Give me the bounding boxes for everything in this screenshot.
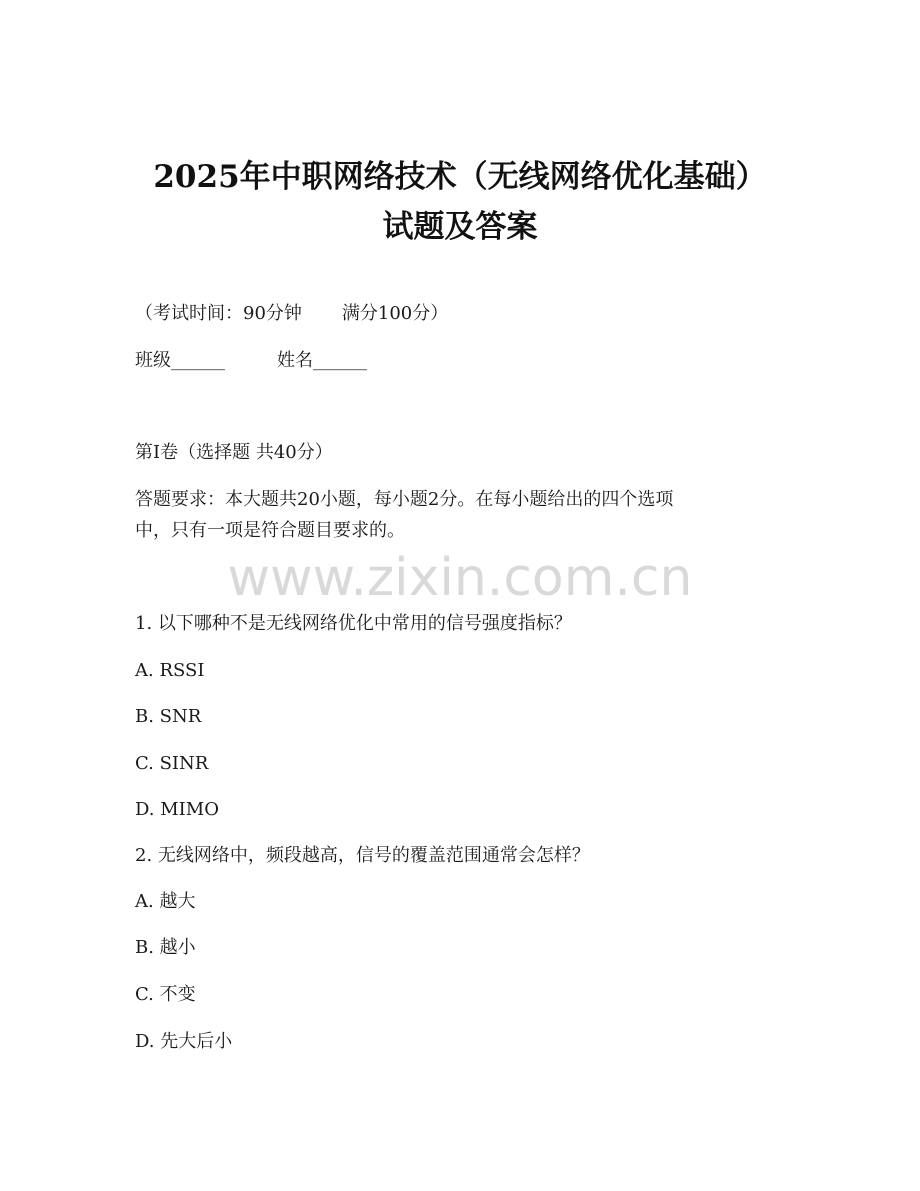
name-field: 姓名______: [277, 350, 367, 371]
document-title-line2: 试题及答案: [382, 209, 538, 245]
question-2-option-c: C. 不变: [135, 984, 196, 1005]
question-2-option-d: D. 先大后小: [135, 1031, 233, 1052]
question-1-option-d: D. MIMO: [135, 799, 219, 820]
question-1-option-b: B. SNR: [135, 706, 202, 727]
answer-requirement-line2: 中，只有一项是符合题目要求的。: [135, 520, 405, 541]
student-info: [135, 349, 367, 373]
watermark-text: www.zixin.com.cn: [227, 548, 693, 608]
exam-info: [135, 302, 448, 326]
exam-full-score: 满分100分）: [341, 303, 449, 324]
question-2-option-a: A. 越大: [135, 891, 196, 912]
answer-requirement-line1: 答题要求：本大题共20小题，每小题2分。在每小题给出的四个选项: [135, 489, 674, 510]
class-field: 班级______: [135, 350, 225, 371]
question-1-option-c: C. SINR: [135, 753, 209, 774]
question-2-option-b: B. 越小: [135, 937, 196, 958]
question-1-option-a: A. RSSI: [135, 660, 205, 681]
question-1-stem: 1. 以下哪种不是无线网络优化中常用的信号强度指标？: [135, 613, 572, 634]
section-heading: 第I卷（选择题 共40分）: [135, 442, 333, 463]
exam-time: （考试时间：90分钟: [135, 303, 302, 324]
question-2-stem: 2. 无线网络中，频段越高，信号的覆盖范围通常会怎样？: [135, 845, 590, 866]
document-title-line1: 2025年中职网络技术（无线网络优化基础）: [153, 159, 767, 195]
